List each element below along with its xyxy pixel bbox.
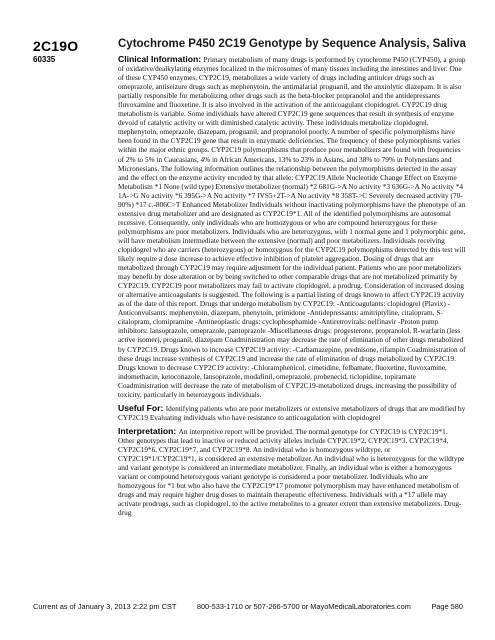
interpretation-section	[118, 427, 466, 517]
interpretation-heading: Interpretation:	[118, 425, 179, 436]
test-id: 60335	[33, 55, 56, 64]
clinical-information-heading: Clinical Information:	[118, 54, 204, 64]
footer-page-number: Page 580	[431, 602, 463, 611]
footer-timestamp: Current as of January 3, 2013 2:22 pm CST	[33, 602, 177, 611]
test-code: 2C19O	[33, 38, 79, 54]
clinical-information-section	[118, 55, 466, 399]
useful-for-text: Identifying patients who are poor metabolizers or extensive metabolizers of drugs that are modified by CYP2C19 Evaluating individuals who have resistance to anticoagulation with clopidogrel	[118, 403, 466, 422]
test-title: Cytochrome P450 2C19 Genotype by Sequence Analysis, Saliva	[118, 38, 466, 50]
useful-for-section	[118, 404, 466, 422]
page-footer	[33, 602, 463, 611]
clinical-information-text: Primary metabolism of many drugs is performed by cytochrome P450 (CYP450), a group of oxidative/dealkylating enzymes localized in the microsomes of many tissues including the intestines and liver. One of these CYP450 enzymes, CYP2C19, metabolizes a wide variety of drugs including antiulcer drugs such as omeprazole, antiseizure drugs such as mephenytoin, the antimalarial proguanil, and the anxiolytic diazepam. It is also partially responsible for metabolizing other drugs such as the beta-blocker propranolol and the antidepressants fluvoxamine and fluoxetine. It is also involved in the activation of the anticoagulant clopidogrel. CYP2C19 drug metabolism is variable. Some individuals have altered CYP2C19 gene sequences that result in synthesis of enzyme devoid of catalytic activity or with diminished catalytic activity. These individuals metabolize clopidogrel, mephenytoin, omeprazole, diazepam, proguanil, and propranolol poorly. A number of specific polymorphisms have been found in the CYP2C19 gene that result in enzymatic deficiencies. The frequency of these polymorphisms varies within the major ethnic groups. CYP2C19 polymorphisms that produce poor metabolizers are found with frequencies of 2% to 5% in Caucasians, 4% in African Americans, 13% to 23% in Asians, and 38% to 79% in Polynesians and Micronesians. The following information outlines the relationship between the polymorphisms detected in the assay and the effect on the enzyme activity encoded by that allele: CYP2C19 Allele Nucleotide Change Effect on Enzyme Metabolism *1 None (wild type) Extensive metabolizer (normal) *2 681G->A No activity *3 636G->A No activity *4 1A->G No activity *6 395G->A No activity *7 IVS5+2T->A No activity *8 358T->C Severely decreased activity (70-90%) *17 c.-806C>T Enhanced Metabolizer Individuals without inactivating polymorphisms have the phenotype of an extensive drug metabolizer and are designated as CYP2C19*1. All of the identified polymorphisms are autosomal recessive. Consequently, only individuals who are homozygous or who are compound heterozygous for these polymorphisms are poor metabolizers. Individuals who are heterozygous, with 1 normal gene and 1 polymorphic gene, will have metabolism intermediate between the extensive (normal) and poor metabolizers. Individuals receiving clopidogrel who are carriers (heterozygous) or homozygous for the CYP2C19 polymorphisms detected by this test will likely require a dose increase to achieve effective inhibition of platelet aggregation. Dosing of drugs that are metabolized through CYP2C19 may require adjustment for the individual patient. Patients who are poor metabolizers may benefit by dose alteration or by being switched to other comparable drugs that are not metabolized primarily by CYP2C19. CYP2C19 poor metabolizers may fail to activate clopidogrel, a prodrug. Consideration of increased dosing or alternative anticoagulants is suggested. The following is a partial listing of drugs known to affect CYP2C19 activity as of the date of this report. Drugs that undergo metabolism by CYP2C19: -Anticoagulants: clopidogrel (Plavix) -Anticonvulsants: mephenytoin, diazepam, phenytoin, primidone -Antidepressants: amitriptyline, citalopram, S-citalopram, clomipramine -Antineoplastic drugs: cyclophosphamide -Antiretrovirals: nelfinavir -Proton pump inhibitors: lansoprazole, omeprazole, pantoprazole -Miscellaneous drugs: progesterone, propranolol, R-warfarin (less active isomer), proguanil, diazepam Coadministration may decrease the rate of elimination of other drugs metabolized by CYP2C19. Drugs known to increase CYP2C19 activity: -Carbamazepine, prednisone, rifampin Coadministration of these drugs increase synthesis of CYP2C19 and increase the rate of elimination of drugs metabolized by CYP2C19. Drugs known to decrease CYP2C19 activity: -Chloramphenicol, cimetidine, felbamate, fluoxetine, fluvoxamine, indomethacin, ketoconazole, lansoprazole, modafinil, omeprazole, probenecid, ticlopidine, topiramate Coadministration will decrease the rate of metabolism of CYP2C19-metabolized drugs, increasing the possibility of toxicity, particularly in heterozygous individuals.	[118, 55, 466, 399]
test-content	[118, 55, 466, 522]
interpretation-text: An interpretive report will be provided. The normal genotype for CYP2C19 is CYP2C19*1. Other genotypes that lead to inactive or reduced activity alleles include CYP2C19*2, CYP2C19*3, CYP2C19*4, CYP2C19*6, CYP2C19*7, and CYP2C19*8. An individual who is homozygous wildtype, or CYP2C19*1/CYP2C19*1, is considered an extensive metabolizer. An individual who is heterozygous for the wildtype and variant genotype is considered an intermediate metabolizer. Finally, an individual who is either a homozygous variant or compound heterozygous variant genotype is considered a poor metabolizer. Individuals who are homozygous for *1 but who also have the CYP2C19*17 promoter polymorphism may have enhanced metabolism of drugs and may require higher drug doses to maintain therapeutic effectiveness. Individuals with a *17 allele may activate prodrugs, such as clopidogrel, to the active metabolites to a greater extent than extensive metabolizers. Drug-drug	[118, 426, 465, 518]
useful-for-heading: Useful For:	[118, 402, 166, 413]
footer-contact: 800-533-1710 or 507-266-5700 or MayoMedicalLaboratories.com	[196, 602, 411, 611]
